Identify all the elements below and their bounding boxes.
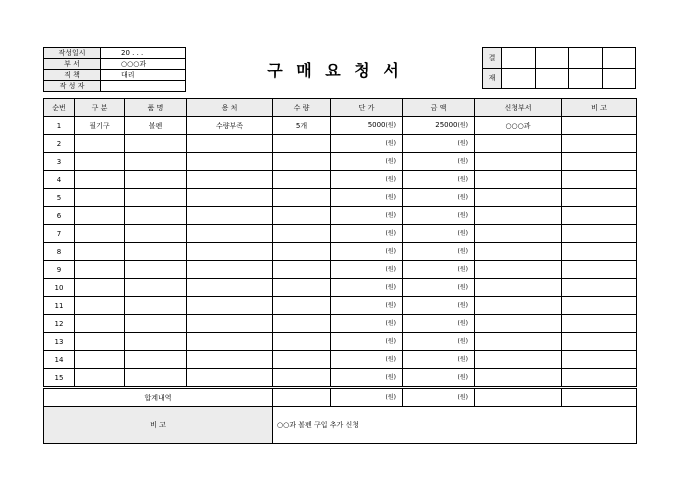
cell-note[interactable] [562,279,637,297]
cell-amount[interactable] [403,297,475,315]
cell-dept[interactable] [475,135,562,153]
cell-use[interactable] [187,225,273,243]
info-row [44,59,186,70]
cell-no: 1 [44,117,75,135]
cell-category[interactable]: 필기구 [75,117,125,135]
cell-amount[interactable] [403,225,475,243]
cell-use[interactable] [187,351,273,369]
approval-cell[interactable] [502,68,536,89]
cell-qty[interactable] [273,333,331,351]
table-row [44,333,637,351]
table-row [44,243,637,261]
info-value[interactable]: 대리 [101,70,186,81]
column-header: 비 고 [562,99,637,117]
cell-no: 9 [44,261,75,279]
won-unit: (원) [385,158,396,165]
info-value[interactable]: ○○○과 [101,59,186,70]
total-note-cell[interactable] [562,388,637,407]
cell-item[interactable] [125,225,187,243]
info-table [43,47,186,92]
cell-unit-price[interactable] [331,153,403,171]
won-unit: (원) [457,374,468,381]
cell-amount[interactable] [403,279,475,297]
cell-qty[interactable] [273,225,331,243]
approval-cell[interactable] [602,68,636,89]
info-label: 작 성 자 [44,81,101,92]
cell-qty[interactable] [273,207,331,225]
cell-item[interactable] [125,189,187,207]
won-unit: (원) [385,302,396,309]
cell-no: 10 [44,279,75,297]
cell-unit-price[interactable] [331,243,403,261]
approval-cell[interactable] [502,48,536,69]
cell-dept[interactable] [475,315,562,333]
cell-no: 4 [44,171,75,189]
cell-no: 13 [44,333,75,351]
cell-no: 6 [44,207,75,225]
won-unit: (원) [385,394,396,401]
cell-dept[interactable] [475,225,562,243]
column-header: 금 액 [403,99,475,117]
table-row [44,297,637,315]
cell-qty[interactable] [273,135,331,153]
won-unit: (원) [385,374,396,381]
approval-label-top: 결 [483,48,502,69]
table-row [44,351,637,369]
total-qty-cell[interactable] [273,388,331,407]
cell-unit-price[interactable] [331,297,403,315]
cell-use[interactable] [187,279,273,297]
total-label: 합계내역 [44,388,273,407]
cell-unit-price[interactable] [331,351,403,369]
cell-value: 5000 [367,121,386,129]
cell-note[interactable] [562,117,637,135]
cell-note[interactable] [562,351,637,369]
total-amount-cell[interactable] [403,388,475,407]
cell-dept[interactable] [475,243,562,261]
cell-category[interactable] [75,351,125,369]
cell-use[interactable] [187,315,273,333]
info-value[interactable]: 20 . . . [101,48,186,59]
approval-label-bottom: 재 [483,68,502,89]
cell-amount[interactable] [403,117,475,135]
cell-dept[interactable] [475,189,562,207]
won-unit: (원) [385,122,396,129]
cell-category[interactable] [75,135,125,153]
cell-amount[interactable] [403,333,475,351]
won-unit: (원) [385,338,396,345]
cell-amount[interactable] [403,153,475,171]
cell-qty[interactable] [273,189,331,207]
won-unit: (원) [457,230,468,237]
cell-unit-price[interactable] [331,189,403,207]
cell-unit-price[interactable] [331,171,403,189]
cell-dept[interactable] [475,351,562,369]
cell-qty[interactable] [273,243,331,261]
approval-cell[interactable] [569,68,603,89]
table-row [44,315,637,333]
won-unit: (원) [457,194,468,201]
cell-category[interactable] [75,225,125,243]
cell-note[interactable] [562,297,637,315]
won-unit: (원) [385,176,396,183]
table-row [44,189,637,207]
cell-unit-price[interactable] [331,369,403,388]
cell-use[interactable] [187,207,273,225]
cell-note[interactable] [562,315,637,333]
cell-note[interactable] [562,261,637,279]
won-unit: (원) [385,266,396,273]
cell-note[interactable] [562,243,637,261]
cell-use[interactable] [187,333,273,351]
column-header: 신청부서 [475,99,562,117]
cell-note[interactable] [562,189,637,207]
cell-category[interactable] [75,315,125,333]
cell-item[interactable] [125,315,187,333]
cell-no: 8 [44,243,75,261]
cell-use[interactable] [187,261,273,279]
column-header: 품 명 [125,99,187,117]
cell-use[interactable] [187,243,273,261]
cell-category[interactable] [75,369,125,388]
cell-note[interactable] [562,153,637,171]
info-row [44,70,186,81]
cell-use[interactable] [187,135,273,153]
column-header: 구 분 [75,99,125,117]
cell-amount[interactable] [403,243,475,261]
cell-amount[interactable] [403,261,475,279]
won-unit: (원) [385,248,396,255]
info-row [44,48,186,59]
won-unit: (원) [457,338,468,345]
table-row [44,207,637,225]
column-header: 수 량 [273,99,331,117]
total-row [44,388,637,407]
cell-item[interactable] [125,333,187,351]
cell-use[interactable] [187,297,273,315]
cell-category[interactable] [75,207,125,225]
remarks-text[interactable]: ○○과 볼펜 구입 추가 신청 [273,407,637,444]
cell-amount[interactable] [403,189,475,207]
cell-amount[interactable] [403,135,475,153]
won-unit: (원) [457,158,468,165]
won-unit: (원) [457,140,468,147]
won-unit: (원) [385,356,396,363]
cell-dept[interactable] [475,153,562,171]
total-dept-cell[interactable] [475,388,562,407]
cell-category[interactable] [75,297,125,315]
cell-qty[interactable] [273,351,331,369]
cell-amount[interactable] [403,207,475,225]
won-unit: (원) [457,266,468,273]
column-header: 순번 [44,99,75,117]
cell-category[interactable] [75,261,125,279]
info-label: 부 서 [44,59,101,70]
cell-item[interactable]: 볼펜 [125,117,187,135]
cell-note[interactable] [562,171,637,189]
cell-use[interactable] [187,189,273,207]
cell-amount[interactable] [403,315,475,333]
cell-unit-price[interactable] [331,315,403,333]
table-row [44,225,637,243]
cell-note[interactable] [562,333,637,351]
cell-category[interactable] [75,279,125,297]
header-row [44,99,637,117]
cell-unit-price[interactable] [331,207,403,225]
cell-no: 12 [44,315,75,333]
cell-no: 3 [44,153,75,171]
cell-category[interactable] [75,171,125,189]
cell-use[interactable] [187,153,273,171]
cell-no: 5 [44,189,75,207]
table-row [44,171,637,189]
remarks-label: 비 고 [44,407,273,444]
info-row [44,81,186,92]
approval-cell[interactable] [602,48,636,69]
won-unit: (원) [457,302,468,309]
cell-qty[interactable] [273,171,331,189]
cell-note[interactable] [562,135,637,153]
cell-item[interactable] [125,243,187,261]
table-row [44,279,637,297]
cell-item[interactable] [125,279,187,297]
won-unit: (원) [457,176,468,183]
cell-unit-price[interactable] [331,225,403,243]
cell-qty[interactable] [273,153,331,171]
table-row [44,135,637,153]
cell-dept[interactable] [475,171,562,189]
cell-category[interactable] [75,153,125,171]
cell-dept[interactable] [475,261,562,279]
cell-amount[interactable] [403,171,475,189]
cell-item[interactable] [125,135,187,153]
won-unit: (원) [385,194,396,201]
cell-no: 15 [44,369,75,388]
cell-unit-price[interactable] [331,261,403,279]
cell-item[interactable] [125,261,187,279]
won-unit: (원) [457,356,468,363]
cell-category[interactable] [75,189,125,207]
column-header: 단 가 [331,99,403,117]
won-unit: (원) [457,212,468,219]
cell-dept[interactable] [475,333,562,351]
cell-dept[interactable] [475,369,562,388]
info-value[interactable] [101,81,186,92]
table-row [44,117,637,135]
cell-item[interactable] [125,297,187,315]
cell-use[interactable]: 수량부족 [187,117,273,135]
approval-cell[interactable] [535,48,569,69]
won-unit: (원) [457,284,468,291]
cell-qty[interactable] [273,261,331,279]
cell-no: 2 [44,135,75,153]
cell-unit-price[interactable] [331,279,403,297]
table-row [44,369,637,388]
total-unit-price-cell[interactable] [331,388,403,407]
won-unit: (원) [457,122,468,129]
cell-unit-price[interactable] [331,117,403,135]
cell-item[interactable] [125,207,187,225]
cell-amount[interactable] [403,351,475,369]
won-unit: (원) [457,248,468,255]
cell-amount[interactable] [403,369,475,388]
cell-item[interactable] [125,153,187,171]
won-unit: (원) [385,212,396,219]
cell-qty[interactable] [273,279,331,297]
won-unit: (원) [385,140,396,147]
purchase-table [43,98,637,444]
cell-value: 25000 [435,121,458,129]
cell-dept[interactable]: ○○○과 [475,117,562,135]
cell-item[interactable] [125,351,187,369]
cell-note[interactable] [562,207,637,225]
won-unit: (원) [457,394,468,401]
cell-category[interactable] [75,243,125,261]
cell-unit-price[interactable] [331,135,403,153]
approval-cell[interactable] [569,48,603,69]
won-unit: (원) [385,230,396,237]
cell-item[interactable] [125,171,187,189]
cell-unit-price[interactable] [331,333,403,351]
won-unit: (원) [457,320,468,327]
info-label: 작성일시 [44,48,101,59]
approval-cell[interactable] [535,68,569,89]
cell-dept[interactable] [475,207,562,225]
cell-no: 7 [44,225,75,243]
cell-qty[interactable]: 5개 [273,117,331,135]
cell-no: 11 [44,297,75,315]
won-unit: (원) [385,284,396,291]
column-header: 용 처 [187,99,273,117]
cell-dept[interactable] [475,279,562,297]
cell-qty[interactable] [273,369,331,388]
remarks-row [44,407,637,444]
info-body [44,48,186,92]
approval-box [482,47,636,89]
cell-category[interactable] [75,333,125,351]
table-row [44,261,637,279]
cell-use[interactable] [187,369,273,388]
cell-qty[interactable] [273,297,331,315]
cell-note[interactable] [562,225,637,243]
page-title: 구 매 요 청 서 [267,61,403,80]
cell-dept[interactable] [475,297,562,315]
cell-qty[interactable] [273,315,331,333]
cell-item[interactable] [125,369,187,388]
info-label: 직 책 [44,70,101,81]
won-unit: (원) [385,320,396,327]
cell-use[interactable] [187,171,273,189]
cell-no: 14 [44,351,75,369]
table-body [44,117,637,388]
table-row [44,153,637,171]
cell-note[interactable] [562,369,637,388]
